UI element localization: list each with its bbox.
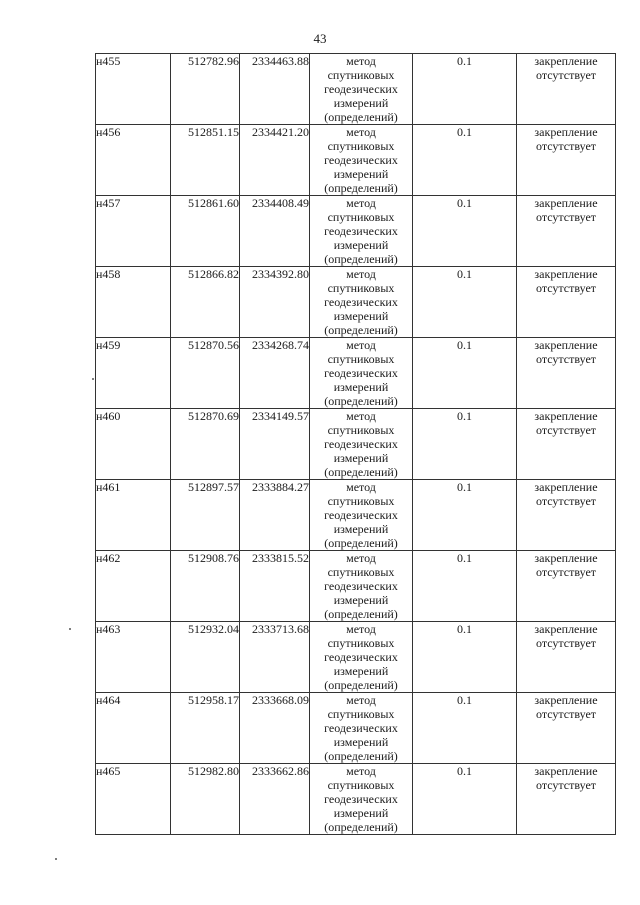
method-line: спутниковых xyxy=(327,139,395,153)
point-id-cell: н463 xyxy=(96,622,171,693)
fixing-line: отсутствует xyxy=(535,281,597,295)
method-line: (определений) xyxy=(324,323,398,337)
fixing-cell xyxy=(517,338,616,409)
page-number: 43 xyxy=(313,31,327,46)
method-line: метод xyxy=(346,551,376,565)
method-line: (определений) xyxy=(324,607,398,621)
scan-speck xyxy=(69,628,71,630)
method-cell xyxy=(310,480,413,551)
method-line: (определений) xyxy=(324,252,398,266)
fixing-cell xyxy=(517,764,616,835)
method-cell xyxy=(310,551,413,622)
accuracy-cell: 0.1 xyxy=(413,267,517,338)
method-line: спутниковых xyxy=(327,210,395,224)
fixing-line: закрепление xyxy=(534,551,598,565)
x-coordinate-cell: 512870.69 xyxy=(171,409,240,480)
method-line: геодезических xyxy=(324,366,398,380)
table-row xyxy=(96,480,616,551)
y-coordinate-cell: 2334268.74 xyxy=(240,338,310,409)
table-row xyxy=(96,693,616,764)
method-line: спутниковых xyxy=(327,636,395,650)
y-coordinate-cell: 2334421.20 xyxy=(240,125,310,196)
method-line: спутниковых xyxy=(327,352,395,366)
method-line: измерений xyxy=(333,309,389,323)
method-line: геодезических xyxy=(324,650,398,664)
method-line: метод xyxy=(346,338,376,352)
x-coordinate-cell: 512782.96 xyxy=(171,54,240,125)
accuracy-cell: 0.1 xyxy=(413,480,517,551)
fixing-line: закрепление xyxy=(534,267,598,281)
method-cell xyxy=(310,54,413,125)
fixing-cell xyxy=(517,480,616,551)
method-line: геодезических xyxy=(324,153,398,167)
method-cell xyxy=(310,125,413,196)
fixing-line: отсутствует xyxy=(535,423,597,437)
method-line: метод xyxy=(346,480,376,494)
method-cell xyxy=(310,196,413,267)
method-line: метод xyxy=(346,622,376,636)
fixing-cell xyxy=(517,693,616,764)
table-body xyxy=(96,54,616,835)
fixing-line: закрепление xyxy=(534,764,598,778)
y-coordinate-cell: 2333884.27 xyxy=(240,480,310,551)
method-line: измерений xyxy=(333,451,389,465)
fixing-cell xyxy=(517,125,616,196)
method-line: измерений xyxy=(333,238,389,252)
method-line: геодезических xyxy=(324,224,398,238)
point-id-cell: н459 xyxy=(96,338,171,409)
method-line: (определений) xyxy=(324,749,398,763)
method-line: метод xyxy=(346,196,376,210)
fixing-line: отсутствует xyxy=(535,494,597,508)
accuracy-cell: 0.1 xyxy=(413,54,517,125)
method-line: геодезических xyxy=(324,82,398,96)
table-row xyxy=(96,267,616,338)
method-line: измерений xyxy=(333,380,389,394)
point-id-cell: н458 xyxy=(96,267,171,338)
method-line: метод xyxy=(346,125,376,139)
method-line: спутниковых xyxy=(327,423,395,437)
fixing-line: закрепление xyxy=(534,54,598,68)
fixing-line: закрепление xyxy=(534,409,598,423)
method-line: измерений xyxy=(333,167,389,181)
method-line: геодезических xyxy=(324,437,398,451)
fixing-line: отсутствует xyxy=(535,139,597,153)
fixing-line: отсутствует xyxy=(535,778,597,792)
x-coordinate-cell: 512861.60 xyxy=(171,196,240,267)
method-line: измерений xyxy=(333,664,389,678)
table-row xyxy=(96,622,616,693)
method-line: спутниковых xyxy=(327,494,395,508)
scan-speck xyxy=(92,378,94,380)
x-coordinate-cell: 512958.17 xyxy=(171,693,240,764)
y-coordinate-cell: 2334408.49 xyxy=(240,196,310,267)
method-line: измерений xyxy=(333,806,389,820)
point-id-cell: н465 xyxy=(96,764,171,835)
accuracy-cell: 0.1 xyxy=(413,409,517,480)
y-coordinate-cell: 2333668.09 xyxy=(240,693,310,764)
x-coordinate-cell: 512897.57 xyxy=(171,480,240,551)
x-coordinate-cell: 512870.56 xyxy=(171,338,240,409)
fixing-line: закрепление xyxy=(534,196,598,210)
fixing-line: закрепление xyxy=(534,622,598,636)
point-id-cell: н456 xyxy=(96,125,171,196)
fixing-cell xyxy=(517,196,616,267)
method-line: (определений) xyxy=(324,181,398,195)
method-line: (определений) xyxy=(324,820,398,834)
method-line: геодезических xyxy=(324,721,398,735)
y-coordinate-cell: 2334392.80 xyxy=(240,267,310,338)
method-line: (определений) xyxy=(324,110,398,124)
accuracy-cell: 0.1 xyxy=(413,196,517,267)
fixing-line: закрепление xyxy=(534,480,598,494)
point-id-cell: н462 xyxy=(96,551,171,622)
accuracy-cell: 0.1 xyxy=(413,338,517,409)
fixing-cell xyxy=(517,409,616,480)
method-line: измерений xyxy=(333,593,389,607)
fixing-cell xyxy=(517,622,616,693)
point-id-cell: н460 xyxy=(96,409,171,480)
method-cell xyxy=(310,764,413,835)
method-line: геодезических xyxy=(324,792,398,806)
fixing-cell xyxy=(517,551,616,622)
fixing-line: отсутствует xyxy=(535,68,597,82)
scan-speck xyxy=(55,858,57,860)
method-line: метод xyxy=(346,693,376,707)
table-row xyxy=(96,764,616,835)
method-line: геодезических xyxy=(324,579,398,593)
accuracy-cell: 0.1 xyxy=(413,125,517,196)
point-id-cell: н455 xyxy=(96,54,171,125)
method-line: измерений xyxy=(333,522,389,536)
point-id-cell: н457 xyxy=(96,196,171,267)
x-coordinate-cell: 512932.04 xyxy=(171,622,240,693)
table-row xyxy=(96,125,616,196)
x-coordinate-cell: 512908.76 xyxy=(171,551,240,622)
method-line: спутниковых xyxy=(327,565,395,579)
method-line: (определений) xyxy=(324,536,398,550)
method-cell xyxy=(310,267,413,338)
accuracy-cell: 0.1 xyxy=(413,551,517,622)
fixing-cell xyxy=(517,267,616,338)
fixing-line: отсутствует xyxy=(535,210,597,224)
x-coordinate-cell: 512851.15 xyxy=(171,125,240,196)
method-line: (определений) xyxy=(324,465,398,479)
method-cell xyxy=(310,693,413,764)
y-coordinate-cell: 2333815.52 xyxy=(240,551,310,622)
y-coordinate-cell: 2333662.86 xyxy=(240,764,310,835)
method-line: метод xyxy=(346,409,376,423)
method-line: спутниковых xyxy=(327,68,395,82)
fixing-line: отсутствует xyxy=(535,352,597,366)
method-line: (определений) xyxy=(324,678,398,692)
method-line: (определений) xyxy=(324,394,398,408)
method-cell xyxy=(310,622,413,693)
accuracy-cell: 0.1 xyxy=(413,622,517,693)
fixing-line: отсутствует xyxy=(535,707,597,721)
y-coordinate-cell: 2333713.68 xyxy=(240,622,310,693)
y-coordinate-cell: 2334149.57 xyxy=(240,409,310,480)
point-id-cell: н464 xyxy=(96,693,171,764)
table-row xyxy=(96,338,616,409)
method-cell xyxy=(310,409,413,480)
method-line: измерений xyxy=(333,96,389,110)
method-line: метод xyxy=(346,54,376,68)
accuracy-cell: 0.1 xyxy=(413,764,517,835)
point-id-cell: н461 xyxy=(96,480,171,551)
table-row xyxy=(96,54,616,125)
fixing-line: отсутствует xyxy=(535,565,597,579)
table-row xyxy=(96,551,616,622)
method-line: спутниковых xyxy=(327,778,395,792)
fixing-line: закрепление xyxy=(534,338,598,352)
method-line: метод xyxy=(346,764,376,778)
method-line: измерений xyxy=(333,735,389,749)
method-line: геодезических xyxy=(324,295,398,309)
method-line: геодезических xyxy=(324,508,398,522)
table-row xyxy=(96,196,616,267)
x-coordinate-cell: 512866.82 xyxy=(171,267,240,338)
y-coordinate-cell: 2334463.88 xyxy=(240,54,310,125)
fixing-line: закрепление xyxy=(534,125,598,139)
fixing-line: закрепление xyxy=(534,693,598,707)
x-coordinate-cell: 512982.80 xyxy=(171,764,240,835)
method-cell xyxy=(310,338,413,409)
method-line: спутниковых xyxy=(327,707,395,721)
fixing-cell xyxy=(517,54,616,125)
table-row xyxy=(96,409,616,480)
method-line: метод xyxy=(346,267,376,281)
method-line: спутниковых xyxy=(327,281,395,295)
fixing-line: отсутствует xyxy=(535,636,597,650)
accuracy-cell: 0.1 xyxy=(413,693,517,764)
boundary-points-table xyxy=(95,53,616,835)
